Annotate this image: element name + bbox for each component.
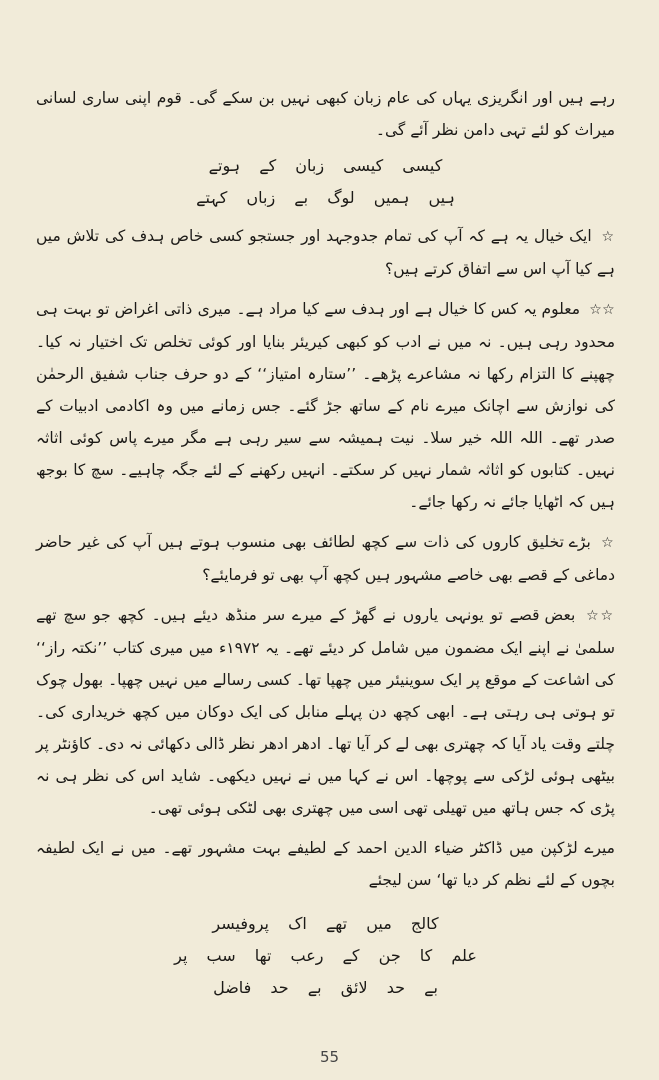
verse-line: علم کا جن کے رعب تھا سب پر <box>174 946 477 965</box>
question-paragraph <box>36 220 615 285</box>
verse-couplet <box>36 150 615 214</box>
poem-stanza <box>36 908 615 1004</box>
answer-paragraph <box>36 599 615 824</box>
double-star-icon: ☆☆ <box>589 302 615 318</box>
question-paragraph <box>36 526 615 591</box>
page-number: 55 <box>319 1048 340 1066</box>
star-icon: ☆ <box>601 229 615 245</box>
verse-line: ہیں ہمیں لوگ بے زباں کہتے <box>196 188 455 207</box>
answer-text: بعض قصے تو یونہی یاروں نے گھڑ کے میرے سر منڈھ دیئے ہیں۔ کچھ جو سچ تھے سلمیٰ نے اپنے ایک مضمون میں شامل کر دیئے تھے۔ یہ ۱۹۷۲ء میں میری کتاب ’’نکتہ راز‘‘ کی اشاعت کے موقع پر ایک سوینیئر میں چھپا تھا۔ کسی رسالے میں نہیں چھپا۔ بھول چوک تو ہوتی ہی رہتی ہے۔ ابھی کچھ دن پہلے منابل کی ایک دوکان میں کچھ خریداری کی۔ چلتے وقت یاد آیا کہ چھتری بھی لے کر آیا تھا۔ ادھر ادھر نظر ڈالی دکھائی نہ دی۔ کاؤنٹر پر بیٹھی ہوئی لڑکی سے پوچھا۔ اس نے کہا میں نے نہیں دیکھی۔ شاید اس کی نظر ہی نہ پڑی کہ جس ہاتھ میں تھیلی تھی اسی میں چھتری بھی لٹکی ہوئی تھی۔ <box>36 606 615 817</box>
verse-line: بے حد لائق بے حد فاضل <box>213 978 438 997</box>
question-text: ایک خیال یہ ہے کہ آپ کی تمام جدوجہد اور جستجو کسی خاص ہدف کی تلاش میں ہے کیا آپ اس سے اتفاق کرتے ہیں؟ <box>36 227 615 278</box>
star-icon: ☆ <box>601 535 615 551</box>
opening-paragraph: رہے ہیں اور انگریزی یہاں کی عام زبان کبھی نہیں بن سکے گی۔ قوم اپنی ساری لسانی میراث کو لئے تہی دامن نظر آئے گی۔ <box>36 89 615 139</box>
verse-line: کیسی کیسی زبان کے ہوتے <box>208 156 443 175</box>
question-text: بڑے تخلیق کاروں کی ذات سے کچھ لطائف بھی منسوب ہوتے ہیں آپ کی غیر حاضر دماغی کے قصے بھی خاصے مشہور ہیں کچھ آپ بھی تو فرمایئے؟ <box>36 533 615 584</box>
answer-paragraph <box>36 293 615 518</box>
verse-line: کالج میں تھے اک پروفیسر <box>212 914 439 933</box>
double-star-icon: ☆☆ <box>586 608 615 624</box>
answer-text: معلوم یہ کس کا خیال ہے اور ہدف سے کیا مراد ہے۔ میری ذاتی اغراض تو بہت ہی محدود رہی ہیں۔ نہ میں نے ادب کو کبھی کیریئر بنایا اور کوئی تخلص تک اختیار نہ کیا۔ چھپنے کا التزام رکھا نہ مشاعرے پڑھے۔ ’’ستارہ امتیاز‘‘ کے دو حرف جناب شفیق الرحمٰن کی نوازش سے اچانک میرے نام کے ساتھ جڑ گئے۔ جس زمانے میں وہ اکادمی ادبیات کے صدر تھے۔ اللہ اللہ خیر سلا۔ نیت ہمیشہ سے سیر رہی ہے مگر میرے پاس کوئی اثاثہ نہیں۔ کتابوں کو اثاثہ شمار نہیں کر سکتے۔ انہیں رکھنے کے لئے جگہ چاہیے۔ سچ کا بوجھ ہیں کہ اٹھایا جائے نہ رکھا جائے۔ <box>36 300 615 511</box>
closing-paragraph: میرے لڑکپن میں ڈاکٹر ضیاء الدین احمد کے لطیفے بہت مشہور تھے۔ میں نے ایک لطیفہ بچوں کے لئے نظم کر دیا تھا‘ سن لیجئے <box>36 839 615 889</box>
